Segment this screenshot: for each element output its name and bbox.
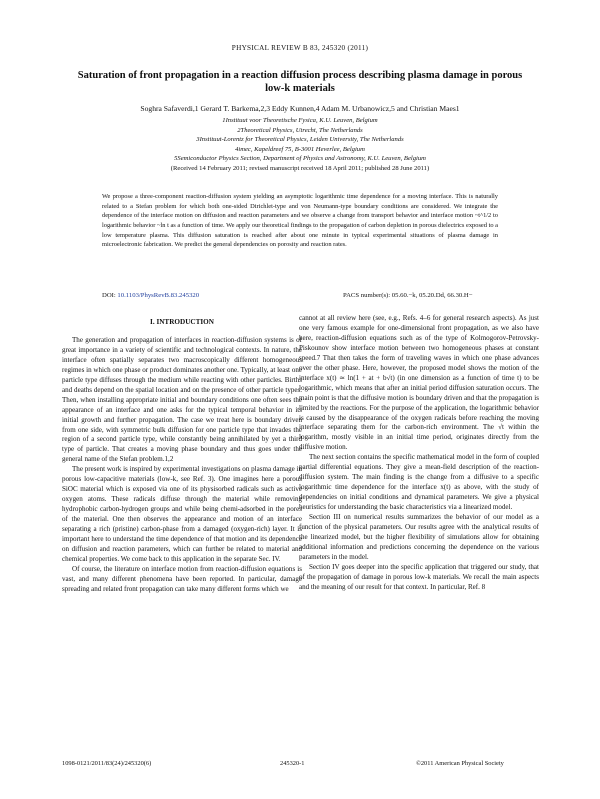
- doi-line: [102, 292, 199, 299]
- doi-label: DOI:: [102, 292, 116, 299]
- paper-title: Saturation of front propagation in a reaction diffusion process describing plasma damage in porous low-k materials: [77, 70, 523, 94]
- affiliation-1: 1Instituut voor Theoretische Fysica, K.U. Leuven, Belgium: [222, 117, 378, 124]
- affiliations: [60, 116, 540, 174]
- left-column: [62, 318, 302, 595]
- received-dates: (Received 14 February 2011; revised manuscript received 18 April 2011; published 28 June 2011): [170, 164, 430, 172]
- right-paragraph-4: Section IV goes deeper into the specific application that triggered our study, that of the propagation of damage in porous low-k materials. We recall the main aspects and the meaning of our result for that context. In particular, Ref. 8: [299, 562, 539, 591]
- right-paragraph-3: Section III on numerical results summarizes the behavior of our model as a function of the physical parameters. Our results agree with the analytical results of the linearized model, but the higher flexibility of simulations allow for obtaining additional information and predictions concerning the dependence on the various parameters in the model.: [299, 513, 539, 561]
- footer-issn: 1098-0121/2011/83(24)/245320(6): [62, 760, 152, 767]
- affiliation-2: 2Theoretical Physics, Utrecht, The Netherlands: [237, 126, 363, 134]
- right-paragraph-2: The next section contains the specific mathematical model in the form of coupled partial differential equations. They give a mean-field description of the reaction-diffusion system. The main finding is the change from a diffusive to a specific logarithmic time dependence for the interface x(t) as above, with the study of dependencies on initial conditions and dynamical parameters. We give a physical heuristics for understanding the basic characteristics via a linearized model.: [299, 453, 539, 512]
- pacs-numbers: PACS number(s): 05.60.−k, 05.20.Dd, 66.30.H−: [343, 292, 473, 299]
- affiliation-3: 3Instituut-Lorentz for Theoretical Physics, Leiden University, The Netherlands: [196, 136, 404, 144]
- footer-copyright: ©2011 American Physical Society: [416, 760, 504, 767]
- abstract: We propose a three-component reaction-diffusion system yielding an asymptotic logarithmic time dependence for a moving interface. This is naturally related to a Stefan problem for which both one-sided Dirichlet-type and von Neumann-type boundary conditions are considered. We integrate the dependence of the interface motion on diffusion and reaction parameters and we observe a change from transport behavior and interface motion ~t^1/2 to logarithmic behavior ~ln t as a function of time. We apply our theoretical findings to the propagation of carbon depletion in porous dielectrics exposed to a low temperature plasma. This diffusion saturation is reached after about one minute in typical experimental situations of plasma damage in microelectronic fabrication. We predict the general dependencies on porosity and reaction rates.: [102, 193, 498, 249]
- doi-link[interactable]: 10.1103/PhysRevB.83.245320: [117, 292, 200, 299]
- author-list: Soghra Safaverdi,1 Gerard T. Barkema,2,3 Eddy Kunnen,4 Adam M. Urbanowicz,5 and Christian Maes1: [140, 104, 460, 113]
- section-heading-introduction: I. INTRODUCTION: [150, 318, 214, 326]
- intro-paragraph-3: Of course, the literature on interface motion from reaction-diffusion equations is vast, and many different phenomena have been reported. In particular, damage spreading and related front propagation can take many different forms which we: [62, 564, 302, 593]
- affiliation-4: 4imec, Kapeldreef 75, B-3001 Heverlee, Belgium: [235, 145, 365, 153]
- right-column: [299, 314, 539, 593]
- intro-paragraph-2: The present work is inspired by experimental investigations on plasma damage in porous low-capacitive materials (low-k, see Ref. 3). One imagines here a porous SiOC material which is exposed via one of its physisorbed radicals such as active oxygen atoms. These radicals diffuse through the material while removing hydrophobic carbon-hydrogen groups and while being chemi-adsorbed in the pores of the material. One then observes the appearance and motion of an interface separating a rich (pristine) carbon-phase from a damaged (oxygen-rich) layer. It is important here to understand the time dependence of that motion and its dependence on diffusion and reaction parameters, which can further be related to material and chemical properties. We come back to this application in the separate Sec. IV.: [62, 465, 302, 563]
- journal-header: PHYSICAL REVIEW B 83, 245320 (2011): [231, 44, 369, 52]
- footer-page-number: 245320-1: [280, 760, 305, 767]
- right-paragraph-1: cannot at all review here (see, e.g., Refs. 4–6 for general research aspects). As just one very famous example for one-dimensional front propagation, as we also have here, reaction-diffusion equations such as of the type of Kolmogorov-Petrovsky-Piskounov show interface motion between two homogeneous phases at constant speed.7 That then takes the form of traveling waves in which one phase advances over the other phase. Here, however, the proposed model shows the motion of the interface x(t) ≃ ln(1 + at + b√t) (in one dimension as a function of time t) to be logarithmic, which means that after an initial period diffusion saturation occurs. The main point is that the diffusive motion is boundary driven and that the propagation is limited by the reactions. For the purpose of the application, the logarithmic behavior is caused by the disappearance of the oxygen radicals before reaching the moving interface separating them for the carbon-rich environment. The √t within the logarithm, mostly visible in an initial time period, originates directly from the diffusive motion.: [299, 314, 539, 452]
- affiliation-5: 5Semiconductor Physics Section, Department of Physics and Astronomy, K.U. Leuven, Belgium: [174, 155, 426, 163]
- intro-paragraph-1: The generation and propagation of interfaces in reaction-diffusion systems is of great importance in a variety of scientific and technological contexts. In nature, the interface often spatially separates two macroscopically different homogeneous regimes in which one phase or product dominates another one. Typically, at least one particle type diffuses through the medium while reacting with other particles. Births and deaths depend on the spatial location and on the presence of other particle types. Then, when installing appropriate initial and boundary conditions one often sees the appearance of an interface and one asks for the typical temporal behavior in its initial growth and further propagation. The case we treat here is boundary driven from one side, with symmetric bulk diffusion for one particle type that invades the region of a second particle type, while constantly being annihilated by yet a third type of particle. That creates a moving phase boundary and thus goes under the general name of the Stefan problem.1,2: [62, 335, 302, 464]
